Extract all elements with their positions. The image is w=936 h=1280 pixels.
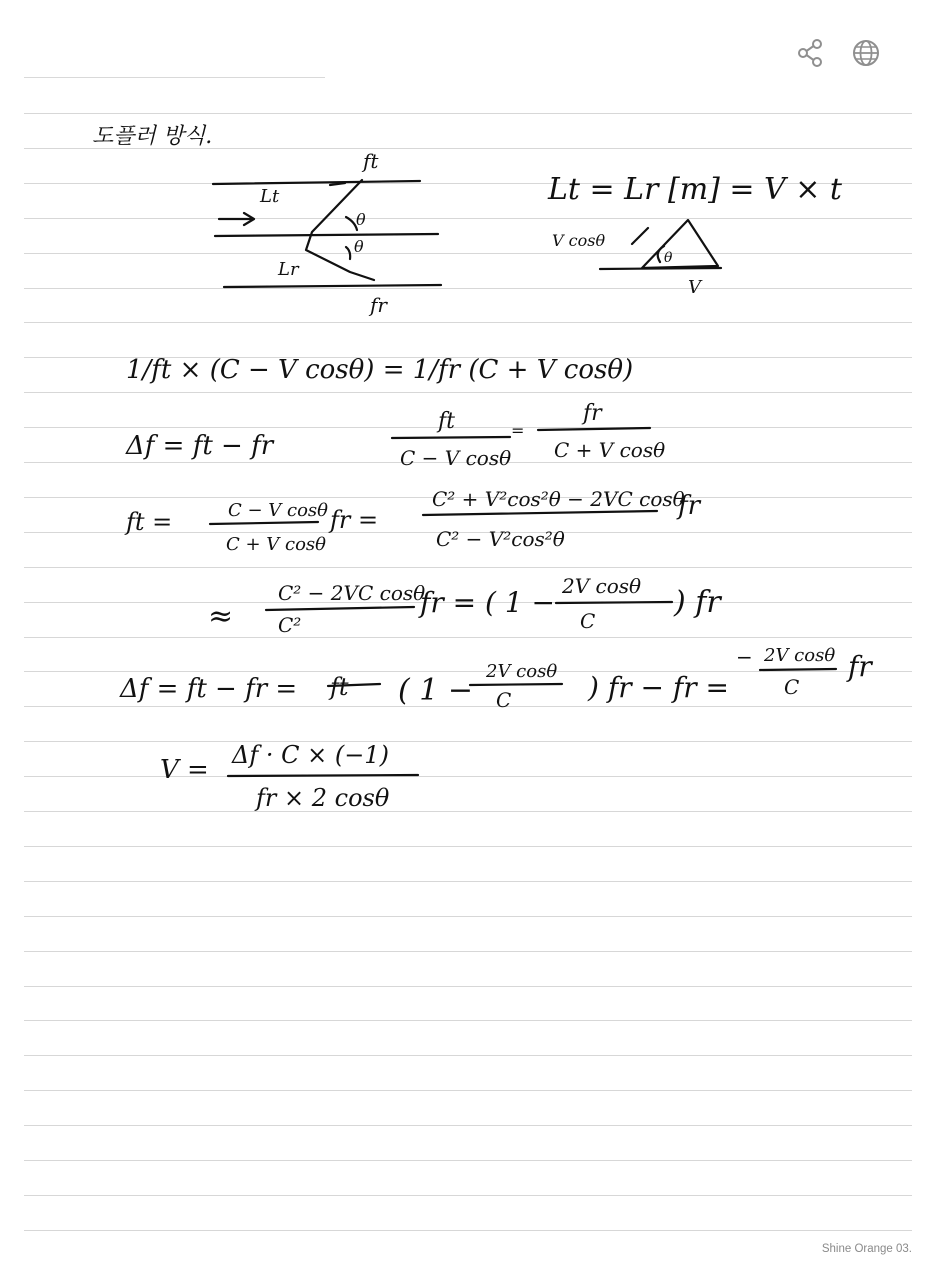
eq-3-den: C + V cosθ (226, 534, 327, 555)
eq-5-den: C (496, 688, 512, 712)
eq-5-mid: ) fr − fr = (588, 671, 729, 704)
eq-3-mid: fr = (330, 506, 379, 534)
note-title: 도플러 방식. (92, 124, 213, 149)
eq-2a: Δf = ft − fr (126, 431, 274, 461)
brand-label: Shine Orange 03. (821, 1243, 912, 1255)
eq-5-num: 2V cosθ (486, 661, 558, 682)
eq-4-num2: 2V cosθ (562, 574, 642, 598)
eq-5-lhs: Δf = ft − fr = (120, 674, 298, 704)
eq-3-num2: C² + V²cos²θ − 2VC cosθ (432, 487, 685, 511)
eq-2b-num: ft (438, 409, 455, 434)
svg-text:=: = (511, 421, 525, 440)
eq-6-den: fr × 2 cosθ (256, 784, 390, 812)
eq-2c-num: fr (583, 401, 602, 426)
doppler-diagram (213, 149, 441, 317)
eq-4-num: C² − 2VC cosθ (278, 581, 426, 605)
eq-6-num: Δf · C × (−1) (232, 741, 389, 769)
eq-5-open: ( 1 − (398, 673, 473, 708)
eq-3-den2: C² − V²cos²θ (436, 527, 565, 551)
label-lt: Lt (260, 186, 280, 207)
eq-4-mid: fr = ( 1 − (420, 586, 556, 619)
eq-5-num2: 2V cosθ (764, 645, 836, 666)
label-lr: Lr (278, 259, 299, 280)
eq-6-lhs: V = (160, 755, 209, 785)
label-fr: fr (370, 293, 387, 317)
eq-3-rhs: fr (678, 491, 701, 521)
eq-vcos: V cosθ (552, 231, 606, 250)
eq-3-lhs: ft = (126, 508, 173, 536)
eq-2c-den: C + V cosθ (554, 438, 666, 462)
label-theta-bottom: θ (354, 237, 364, 256)
eq-3-num: C − V cosθ (228, 500, 329, 521)
eq-5-strike: ft (330, 673, 349, 701)
eq-v: V (688, 277, 701, 298)
eq-5-neg: − (736, 645, 753, 669)
eq-path: Lt = Lr [m] = V × t (548, 172, 842, 207)
eq-4-rhs: ) fr (674, 585, 721, 620)
eq-4-approx: ≈ (208, 599, 234, 634)
label-theta-top: θ (356, 210, 366, 229)
eq-1: 1/ft × (C − V cosθ) = 1/fr (C + V cosθ) (126, 355, 634, 385)
velocity-triangle (552, 220, 721, 298)
triangle-theta: θ (664, 250, 673, 266)
eq-5-den2: C (784, 675, 800, 699)
eq-2b-den: C − V cosθ (400, 446, 512, 470)
eq-4-den: C² (278, 613, 302, 637)
eq-5-rhs: fr (848, 650, 872, 683)
label-ft: ft (363, 149, 379, 173)
eq-4-den2: C (580, 609, 596, 633)
